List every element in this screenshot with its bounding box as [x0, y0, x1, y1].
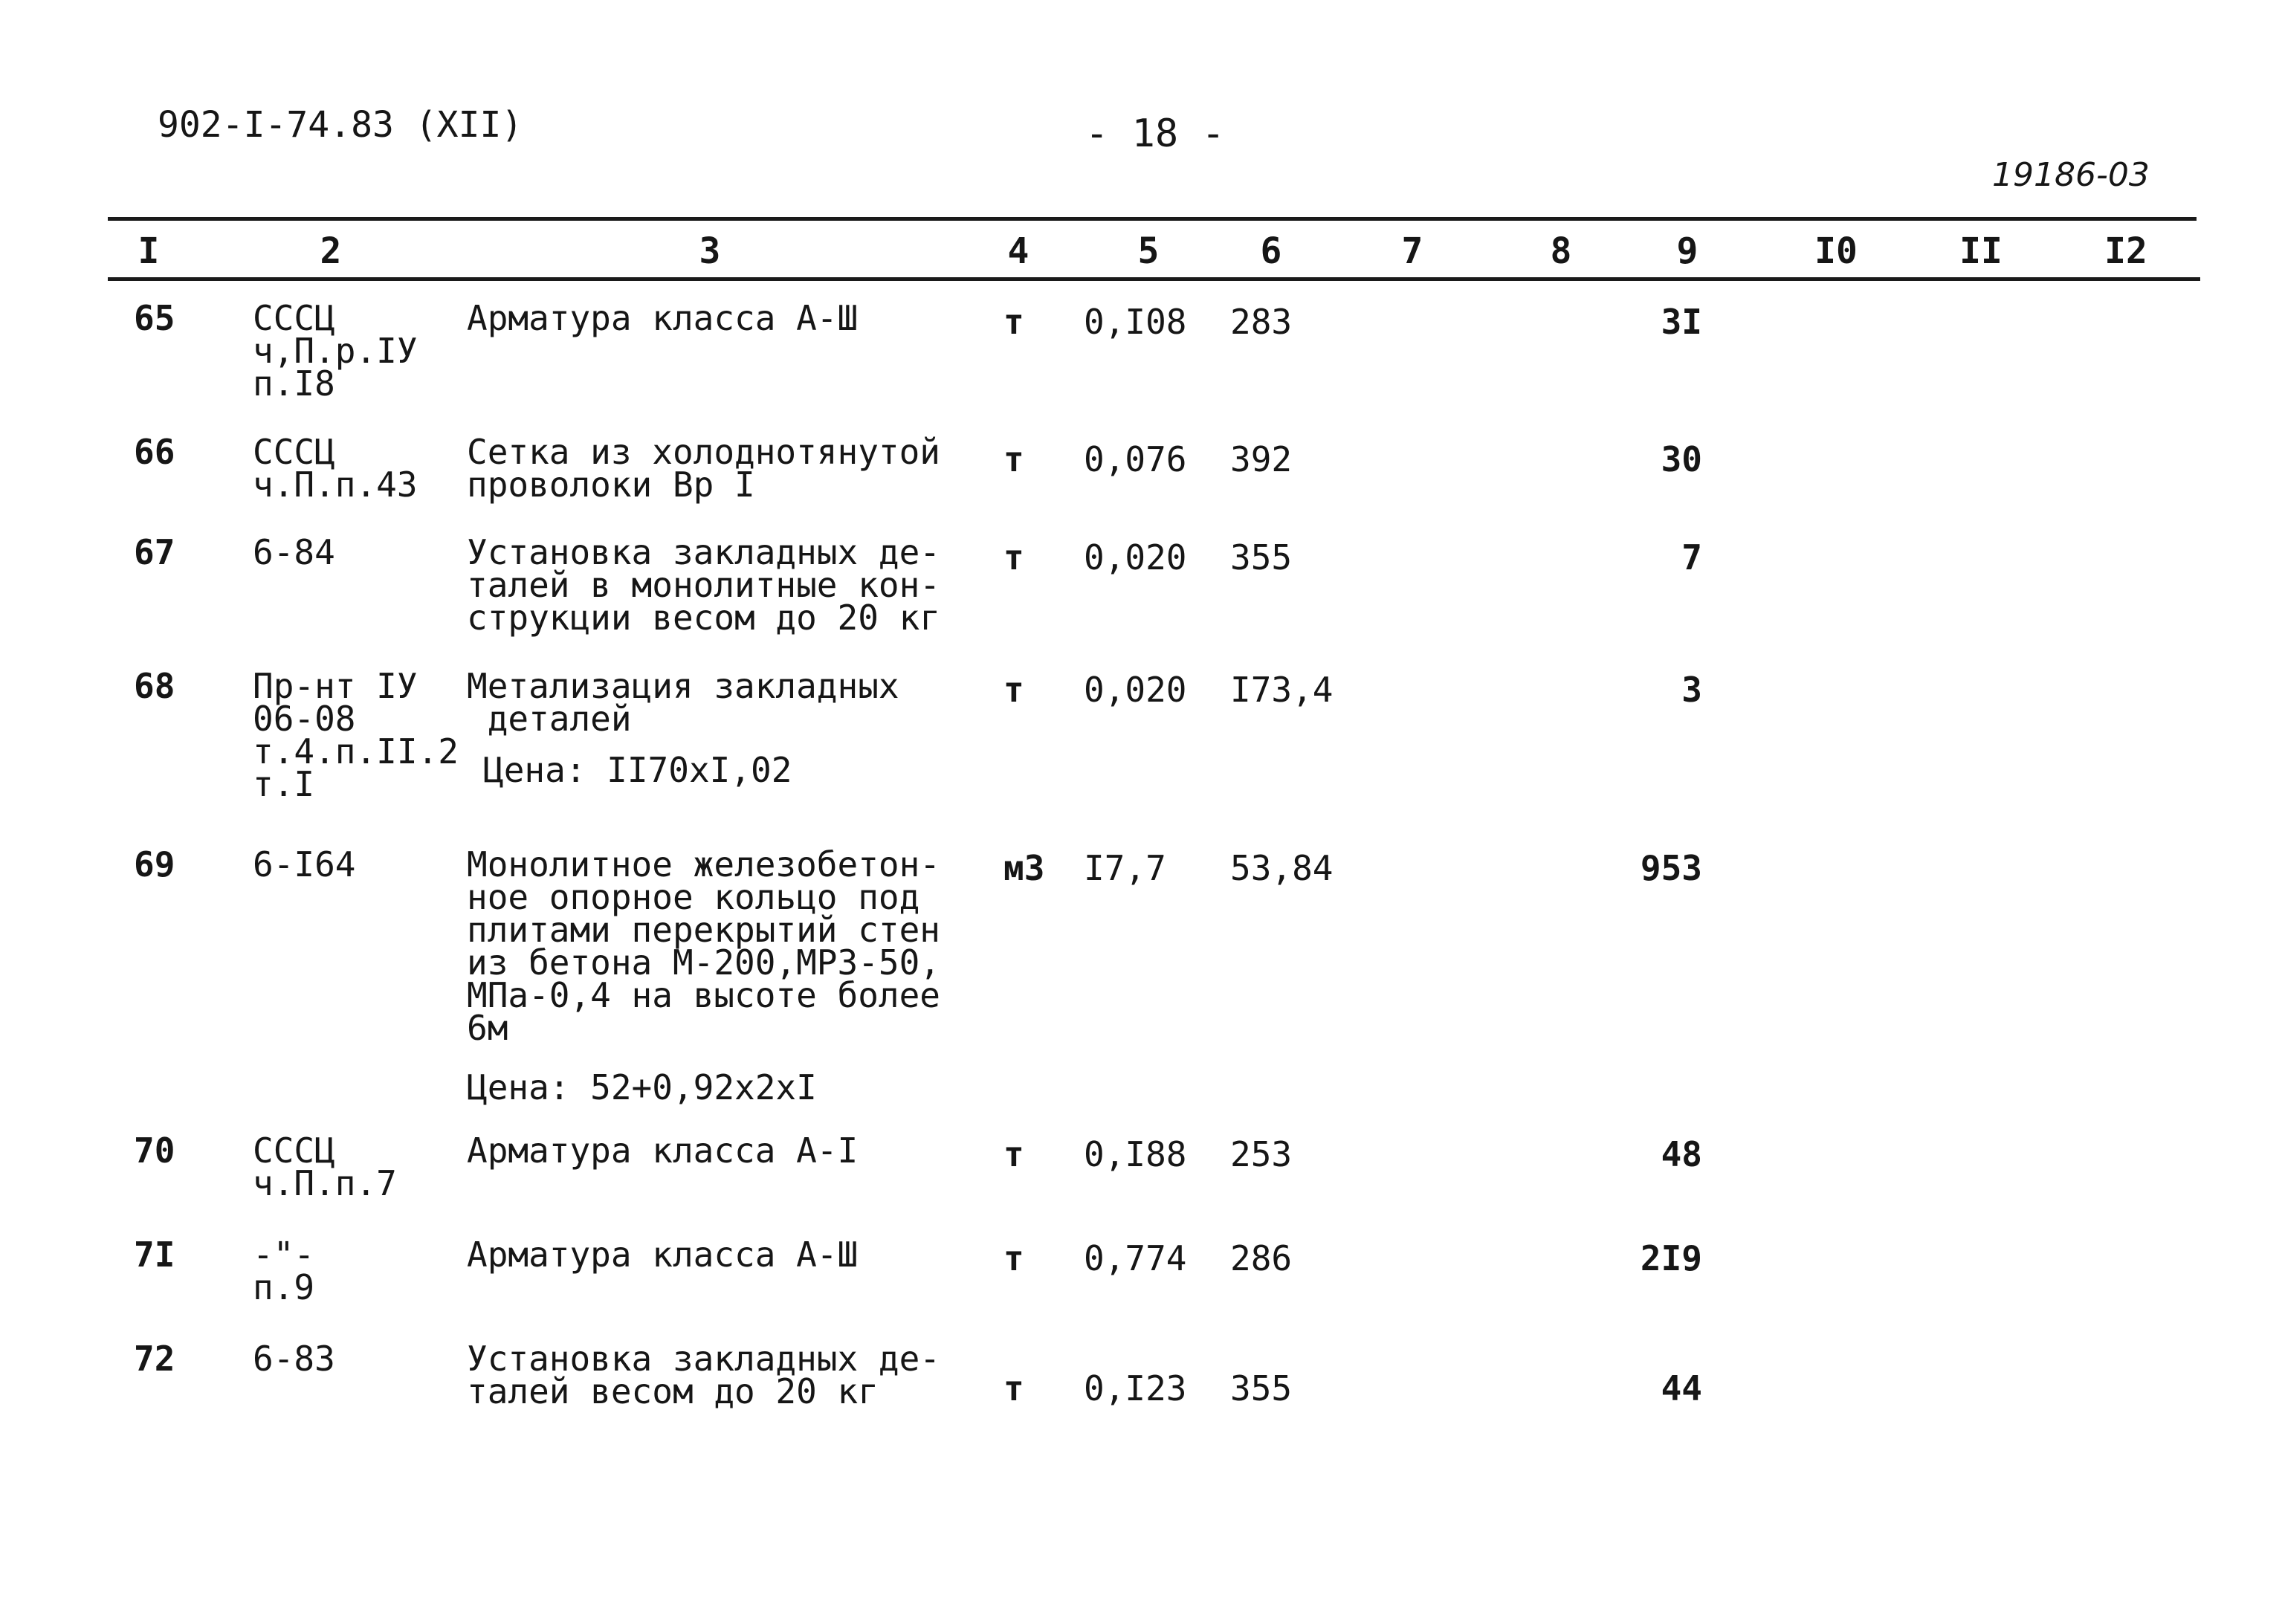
quantity: 0,020 [1084, 537, 1187, 578]
document-code: 902-I-74.83 (XII) [158, 104, 523, 146]
header-bottom-rule [108, 277, 2200, 281]
column-header-1: I [138, 230, 160, 272]
row-number: 68 [134, 666, 175, 706]
description-line: Установка закладных де- [467, 532, 940, 572]
column-header-12: I2 [2104, 230, 2147, 272]
unit-price: I73,4 [1230, 670, 1334, 710]
column-header-5: 5 [1137, 230, 1160, 272]
row-number: 66 [134, 432, 175, 472]
reference-line: СССЦ [253, 298, 335, 338]
column-header-11: II [1959, 230, 2003, 272]
unit-price: 53,84 [1230, 848, 1334, 888]
description-line: 6м [467, 1008, 508, 1048]
unit: т [1003, 1134, 1024, 1174]
reference-line: 6-84 [253, 532, 335, 572]
unit: м3 [1003, 848, 1045, 888]
description-line: МПа-0,4 на высоте более [467, 975, 940, 1015]
unit: т [1003, 1238, 1024, 1278]
header-top-rule [108, 217, 2197, 221]
row-number: 65 [134, 298, 175, 338]
reference-line: Пр-нт IУ [253, 666, 418, 706]
quantity: 0,I23 [1084, 1368, 1187, 1408]
unit: т [1003, 1368, 1024, 1408]
column-header-10: I0 [1814, 230, 1858, 272]
reference-line: ч.П.п.7 [253, 1163, 397, 1203]
quantity: 0,076 [1084, 439, 1187, 479]
total-cost: 30 [1661, 439, 1702, 479]
quantity: 0,I88 [1084, 1134, 1187, 1174]
unit-price: 283 [1230, 302, 1293, 342]
description-line: талей в монолитные кон- [467, 565, 940, 605]
reference-line: ч.П.п.43 [253, 465, 418, 505]
reference-line: 6-I64 [253, 844, 356, 884]
quantity: I7,7 [1084, 848, 1166, 888]
reference-line: 06-08 [253, 699, 356, 739]
price-note: Цена: 52+0,92х2хI [467, 1067, 817, 1107]
description-line: деталей [467, 699, 632, 739]
description-line: Установка закладных де- [467, 1339, 940, 1379]
reference-line: т.I [253, 764, 315, 804]
description-line: Сетка из холоднотянутой [467, 432, 940, 472]
quantity: 0,020 [1084, 670, 1187, 710]
description-line: Арматура класса А-I [467, 1130, 859, 1171]
column-header-4: 4 [1007, 230, 1030, 272]
total-cost: 953 [1640, 848, 1702, 888]
column-header-7: 7 [1401, 230, 1423, 272]
quantity: 0,774 [1084, 1238, 1187, 1278]
column-header-9: 9 [1676, 230, 1698, 272]
row-number: 72 [134, 1339, 175, 1379]
reference-line: ч,П.р.IУ [253, 331, 418, 371]
description-line: талей весом до 20 кг [467, 1371, 879, 1411]
total-cost: 48 [1661, 1134, 1702, 1174]
description-line: проволоки Вр I [467, 465, 755, 505]
reference-line: п.9 [253, 1267, 315, 1307]
unit: т [1003, 670, 1024, 710]
reference-line: п.I8 [253, 363, 335, 404]
description-line: струкции весом до 20 кг [467, 598, 940, 638]
reference-line: 6-83 [253, 1339, 335, 1379]
column-header-3: 3 [699, 230, 721, 272]
archive-number: 19186-03 [1992, 156, 2150, 194]
unit: т [1003, 302, 1024, 342]
unit-price: 286 [1230, 1238, 1293, 1278]
description-line: плитами перекрытий стен [467, 910, 940, 950]
row-number: 70 [134, 1130, 175, 1171]
unit-price: 392 [1230, 439, 1293, 479]
quantity: 0,I08 [1084, 302, 1187, 342]
reference-line: т.4.п.II.2 [253, 731, 459, 771]
unit: т [1003, 537, 1024, 578]
reference-line: СССЦ [253, 1130, 335, 1171]
description-line: Монолитное железобетон- [467, 844, 940, 884]
reference-line: СССЦ [253, 432, 335, 472]
price-note: Цена: II70хI,02 [483, 750, 792, 790]
row-number: 67 [134, 532, 175, 572]
description-line: Метализация закладных [467, 666, 899, 706]
total-cost: 44 [1661, 1368, 1702, 1408]
unit-price: 253 [1230, 1134, 1293, 1174]
description-line: из бетона М-200,МРЗ-50, [467, 942, 940, 983]
column-header-8: 8 [1550, 230, 1572, 272]
total-cost: 7 [1681, 537, 1702, 578]
column-header-6: 6 [1260, 230, 1282, 272]
description-line: Арматура класса А-Ш [467, 1235, 859, 1275]
row-number: 7I [134, 1235, 175, 1275]
page-number: - 18 - [1085, 111, 1225, 156]
unit-price: 355 [1230, 537, 1293, 578]
unit: т [1003, 439, 1024, 479]
total-cost: 3I [1661, 302, 1702, 342]
column-header-2: 2 [320, 230, 342, 272]
row-number: 69 [134, 844, 175, 884]
total-cost: 3 [1681, 670, 1702, 710]
description-line: ное опорное кольцо под [467, 877, 920, 917]
total-cost: 2I9 [1640, 1238, 1702, 1278]
description-line: Арматура класса А-Ш [467, 298, 859, 338]
reference-line: -"- [253, 1235, 315, 1275]
unit-price: 355 [1230, 1368, 1293, 1408]
